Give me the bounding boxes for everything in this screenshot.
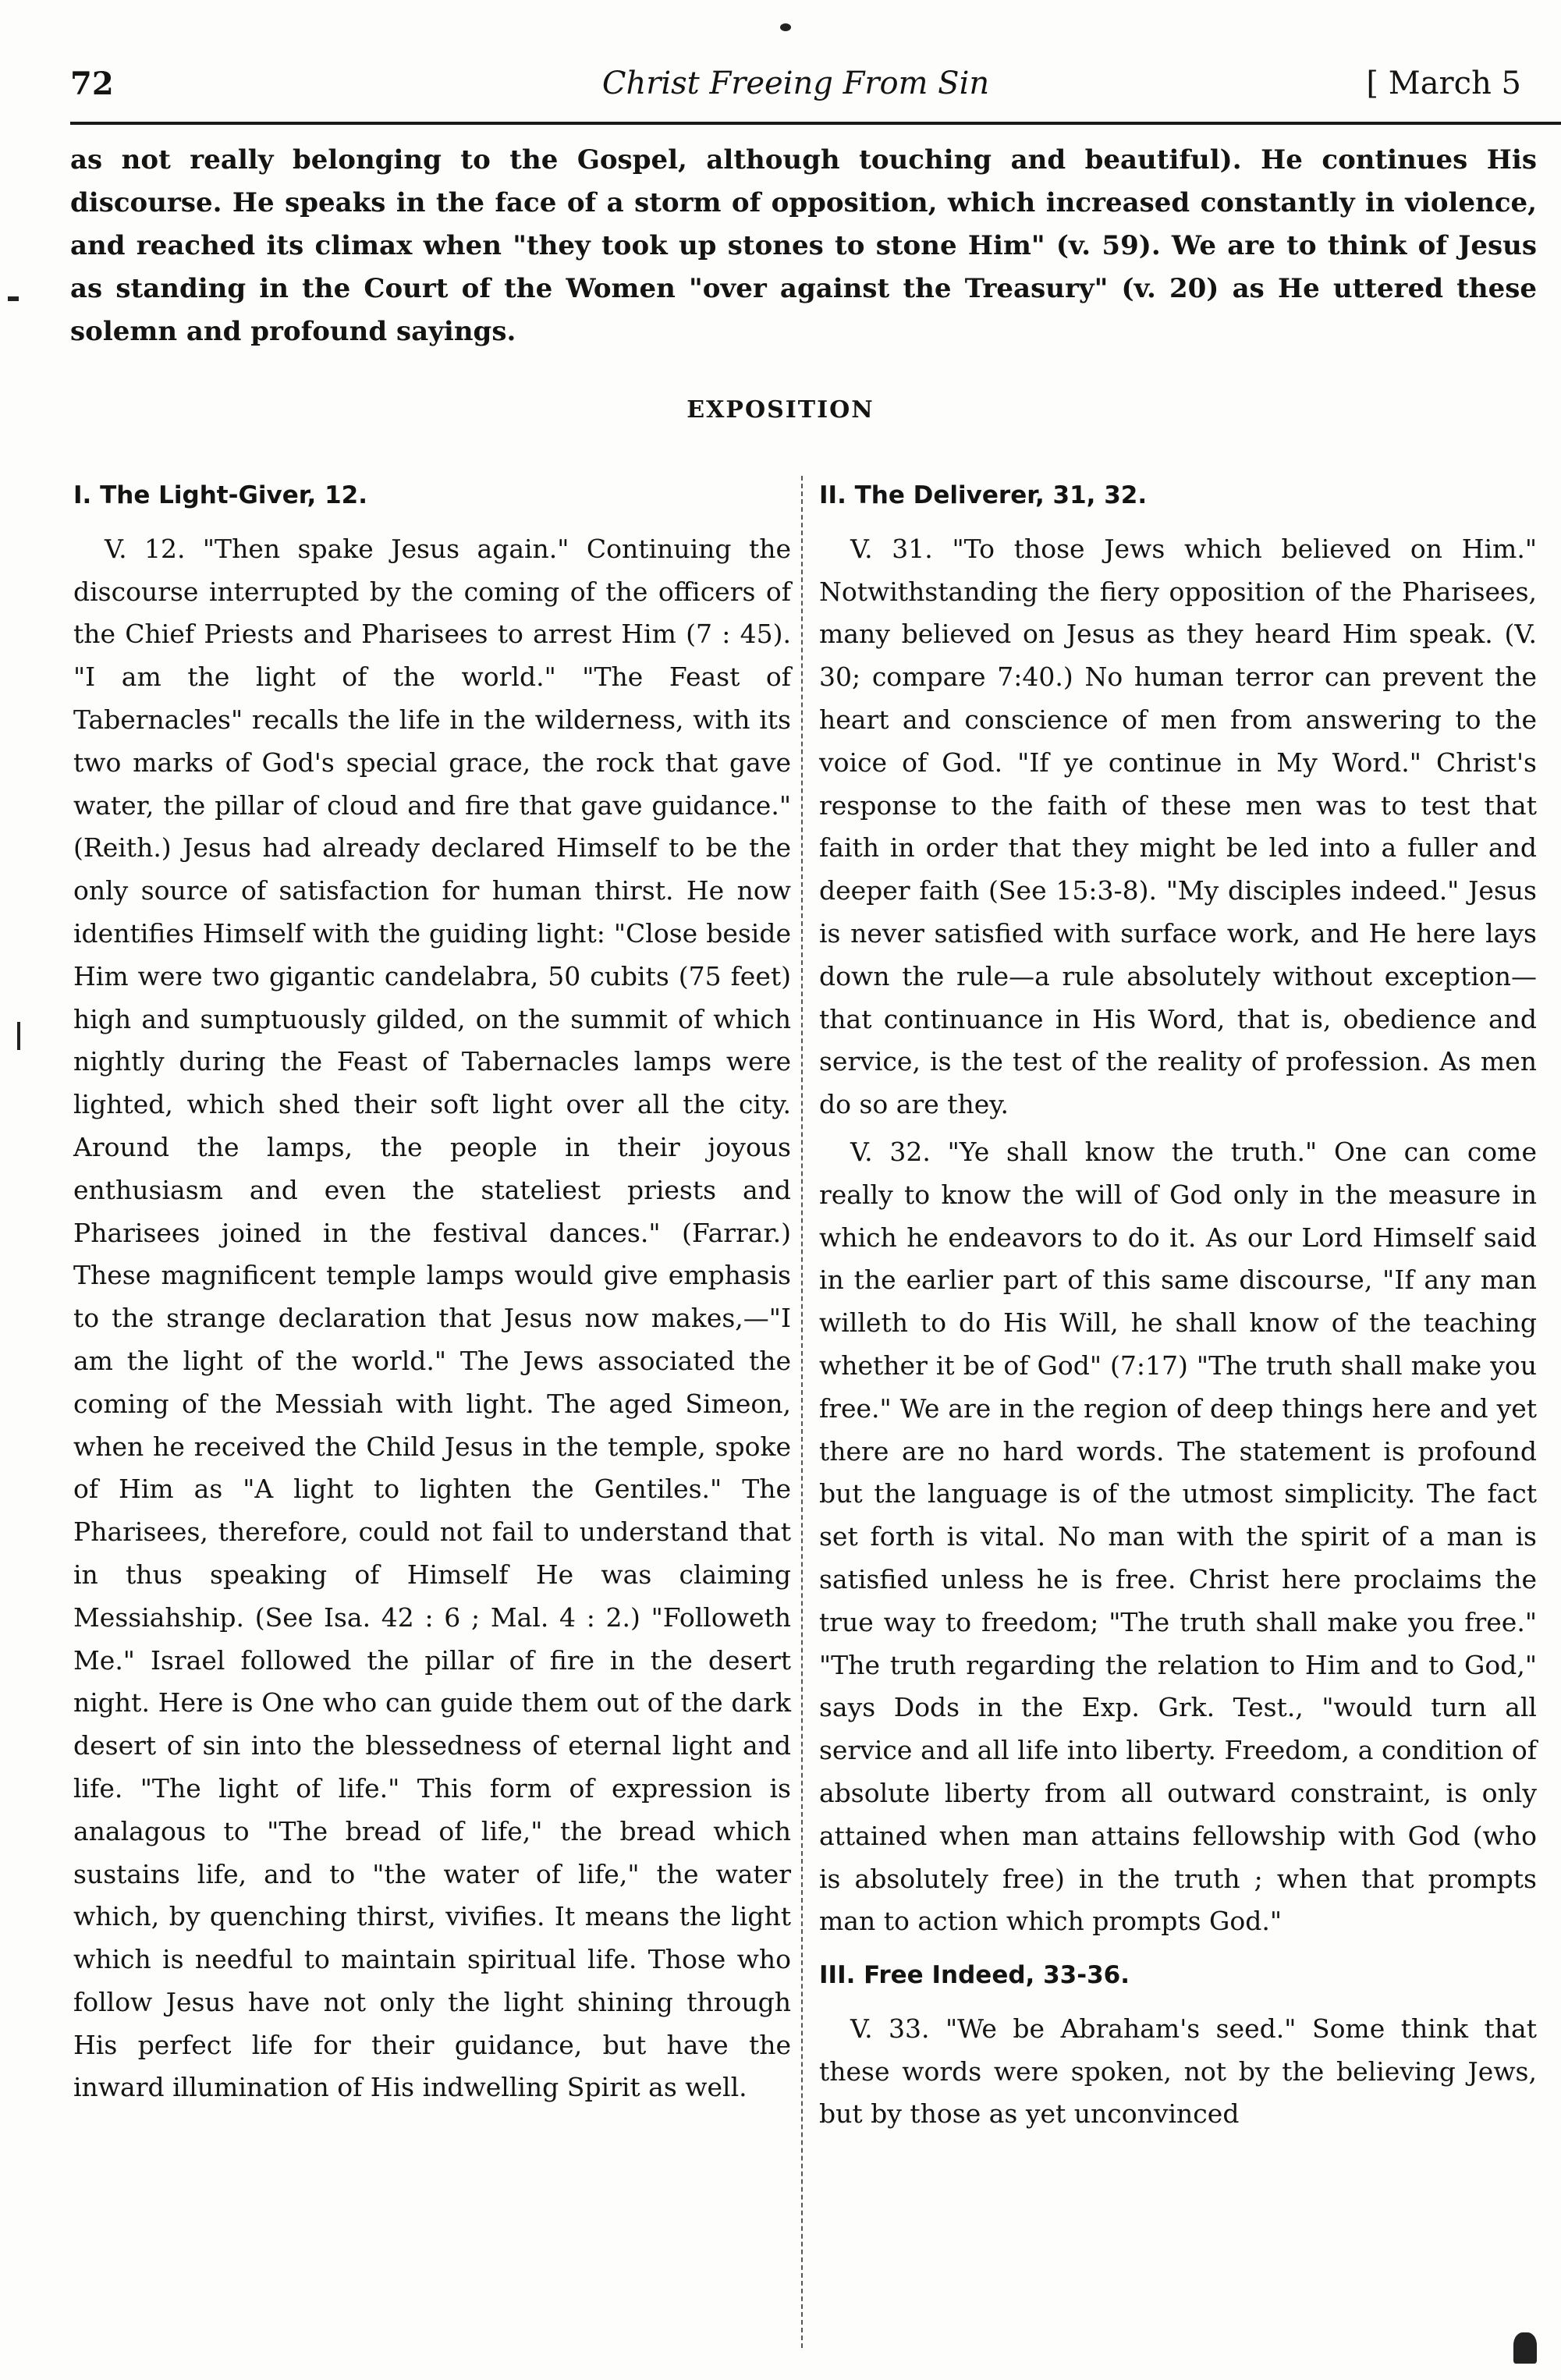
header-rule <box>70 122 1561 125</box>
scan-speck <box>8 296 19 301</box>
left-column <box>73 474 791 2114</box>
section-title: EXPOSITION <box>686 396 875 424</box>
right-column <box>819 474 1537 2141</box>
page-number: 72 <box>70 66 114 102</box>
left-paragraph: V. 12. "Then spake Jesus again." Continuing the discourse interrupted by the coming of the officers of the Chief Priests and Pharisees to arrest Him (7 : 45). "I am the light of the world." "The Feast of Tabernacles" recalls the life in the wilderness, with its two marks of God's special grace, the rock that gave water, the pillar of cloud and fire that gave guidance." (Reith.) Jesus had already declared Himself to be the only source of satisfaction for human thirst. He now identifies Himself with the guiding light: "Close beside Him were two gigantic candelabra, 50 cubits (75 feet) high and sumptuously gilded, on the summit of which nightly during the Feast of Tabernacles lamps were lighted, which shed their soft light over all the city. Around the lamps, the people in their joyous enthusiasm and even the stateliest priests and Pharisees joined in the festival dances." (Farrar.) These magnificent temple lamps would give emphasis to the strange declaration that Jesus now makes,—"I am the light of the world." The Jews associated the coming of the Messiah with light. The aged Simeon, when he received the Child Jesus in the temple, spoke of Him as "A light to lighten the Gentiles." The Pharisees, therefore, could not fail to understand that in thus speaking of Himself He was claiming Messiahship. (See Isa. 42 : 6 ; Mal. 4 : 2.) "Followeth Me." Israel followed the pillar of fire in the desert night. Here is One who can guide them out of the dark desert of sin into the blessedness of eternal light and life. "The light of life." This form of expression is analagous to "The bread of life," the bread which sustains life, and to "the water of life," the water which, by quenching thirst, vivifies. It means the light which is needful to maintain spiritual life. Those who follow Jesus have not only the light shining through His perfect life for their guidance, but have the inward illumination of His indwelling Spirit as well. <box>73 533 791 2103</box>
page-header <box>70 66 1521 112</box>
scan-speck <box>17 1022 20 1050</box>
column-divider <box>801 476 803 2348</box>
right-paragraph-1: V. 31. "To those Jews which believed on Him." Notwithstanding the fiery opposition of the Pharisees, many believed on Jesus as they heard Him speak. (V. 30; compare 7:40.) No human terror can prevent the heart and conscience of men from answering to the voice of God. "If ye continue in My Word." Christ's response to the faith of these men was to test that faith in order that they might be led into a fuller and deeper faith (See 15:3-8). "My disciples indeed." Jesus is never satisfied with surface work, and He here lays down the rule—a rule absolutely without exception—that continuance in His Word, that is, obedience and service, is the test of the reality of profession. As men do so are they. <box>819 533 1537 1120</box>
right-column-heading-2: III. Free Indeed, 33-36. <box>819 1961 1130 1990</box>
running-date: [ March 5 <box>1366 66 1521 101</box>
right-paragraph-3: V. 33. "We be Abraham's seed." Some think that these words were spoken, not by the believing Jews, but by those as yet unconvinced <box>819 2013 1537 2130</box>
left-column-heading: I. The Light-Giver, 12. <box>73 481 367 509</box>
scan-speck <box>1513 2332 1537 2364</box>
right-column-heading-1: II. The Deliverer, 31, 32. <box>819 481 1148 509</box>
intro-paragraph: as not really belonging to the Gospel, although touching and beautiful). He continues His discourse. He speaks in the face of a storm of opposition, which increased constantly in violence, and reached its climax when "they took up stones to stone Him" (v. 59). We are to think of Jesus as standing in the Court of the Women "over against the Treasury" (v. 20) as He uttered these solemn and profound sayings. <box>70 144 1537 347</box>
right-paragraph-2: V. 32. "Ye shall know the truth." One can come really to know the will of God only in the measure in which he endeavors to do it. As our Lord Himself said in the earlier part of this same discourse, "If any man willeth to do His Will, he shall know of the teaching whether it be of God" (7:17) "The truth shall make you free." We are in the region of deep things here and yet there are no hard words. The statement is profound but the language is of the utmost simplicity. The fact set forth is vital. No man with the spirit of a man is satisfied unless he is free. Christ here proclaims the true way to freedom; "The truth shall make you free." "The truth regarding the relation to Him and to God," says Dods in the Exp. Grk. Test., "would turn all service and all life into liberty. Freedom, a condition of absolute liberty from all outward constraint, is only attained when man attains fellowship with God (who is absolutely free) in the truth ; when that prompts man to action which prompts God." <box>819 1136 1537 1937</box>
scan-speck <box>780 23 791 31</box>
running-title: Christ Freeing From Sin <box>601 66 990 101</box>
